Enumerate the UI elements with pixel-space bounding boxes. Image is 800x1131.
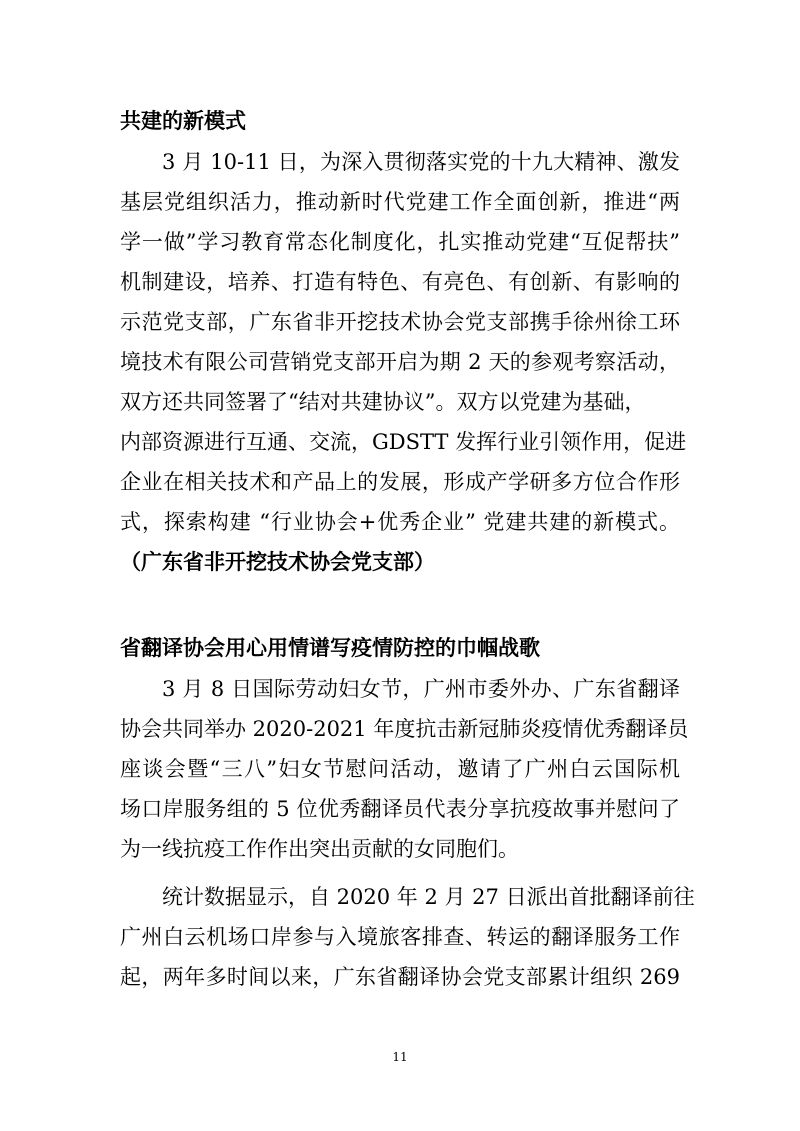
paragraph-line: 统计数据显示，自 2020 年 2 月 27 日派出首批翻译前往 — [162, 885, 695, 909]
paragraph-line: 示范党支部，广东省非开挖技术协会党支部携手徐州徐工环 — [120, 310, 680, 334]
paragraph-line: 3 月 10-11 日，为深入贯彻落实党的十九大精神、激发 — [162, 150, 680, 174]
paragraph-line: 双方还共同签署了“结对共建协议”。双方以党建为基础， — [120, 390, 646, 414]
paragraph-line: 式，探索构建 “行业协会+优秀企业” 党建共建的新模式。 — [120, 510, 680, 534]
paragraph-line: 内部资源进行互通、交流，GDSTT 发挥行业引领作用，促进 — [120, 430, 687, 454]
paragraph-line: 3 月 8 日国际劳动妇女节，广州市委外办、广东省翻译 — [162, 677, 680, 701]
paragraph-line: 广州白云机场口岸参与入境旅客排查、转运的翻译服务工作 — [120, 925, 680, 949]
paragraph-line: 为一线抗疫工作作出突出贡献的女同胞们。 — [120, 837, 519, 861]
paragraph-line: 座谈会暨“三八”妇女节慰问活动，邀请了广州白云国际机 — [120, 757, 680, 781]
paragraph-line: 境技术有限公司营销党支部开启为期 2 天的参观考察活动， — [120, 350, 680, 374]
section2-heading: 省翻译协会用心用情谱写疫情防控的巾帼战歌 — [120, 636, 540, 660]
section1-heading: 共建的新模式 — [120, 109, 246, 133]
paragraph-line: 学一做”学习教育常态化制度化，扎实推动党建“互促帮扶” — [120, 230, 680, 254]
paragraph-line: 企业在相关技术和产品上的发展，形成产学研多方位合作形 — [120, 470, 680, 494]
paragraph-line: 机制建设，培养、打造有特色、有亮色、有创新、有影响的 — [120, 270, 680, 294]
page-number: 11 — [392, 1050, 408, 1064]
section1-source: （广东省非开挖技术协会党支部） — [120, 550, 435, 574]
paragraph-line: 场口岸服务组的 5 位优秀翻译员代表分享抗疫故事并慰问了 — [120, 797, 680, 821]
paragraph-line: 协会共同举办 2020-2021 年度抗击新冠肺炎疫情优秀翻译员 — [120, 717, 689, 741]
paragraph-line: 基层党组织活力，推动新时代党建工作全面创新，推进“两 — [120, 190, 680, 214]
paragraph-line: 起，两年多时间以来，广东省翻译协会党支部累计组织 269 — [120, 965, 680, 989]
